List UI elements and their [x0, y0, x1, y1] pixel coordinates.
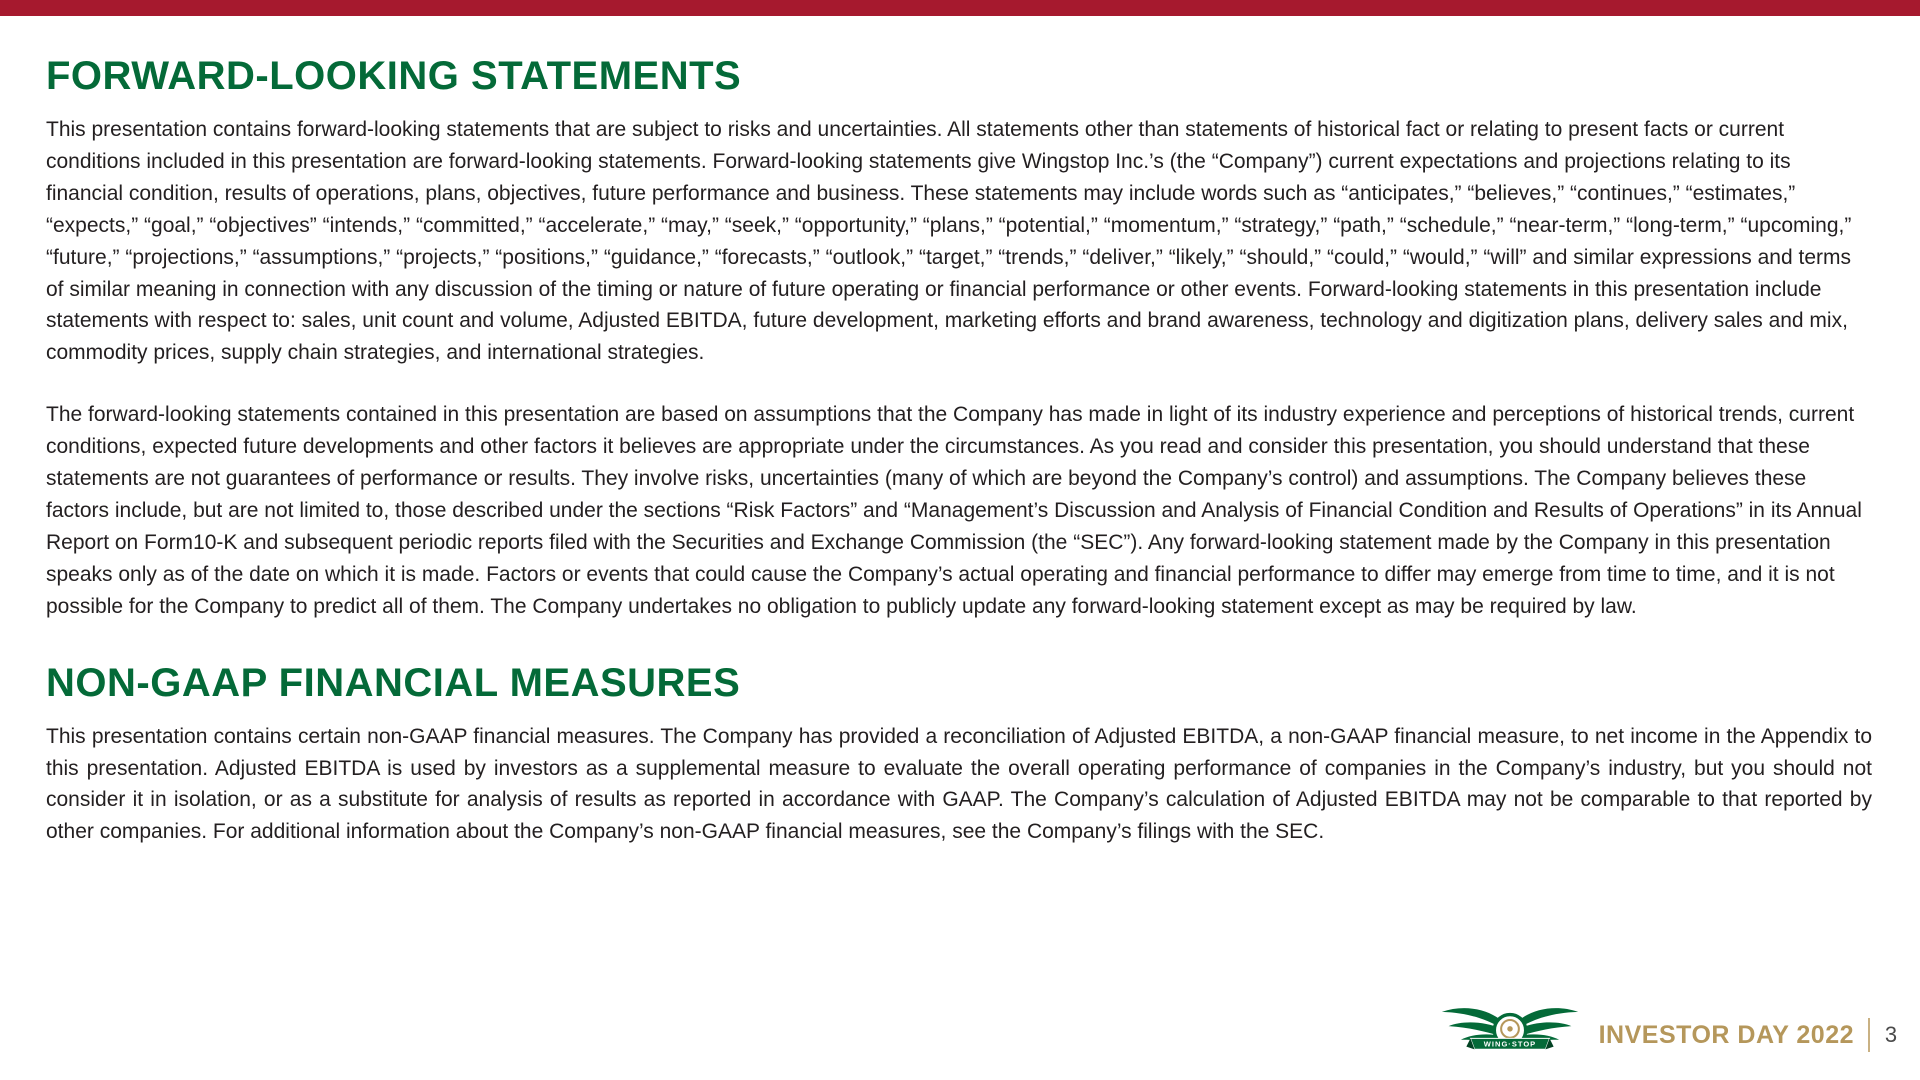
footer-divider — [1868, 1018, 1870, 1052]
section-title-non-gaap: NON-GAAP FINANCIAL MEASURES — [46, 660, 741, 705]
paragraph-forward-looking-1: This presentation contains forward-looking statements that are subject to risks and uncertainties. All statements other than statements of historical fact or relating to present facts or current conditions included in this presentation are forward-looking statements. Forward-looking statements give Wingstop Inc.’s (the “Company”) current expectations and projections relating to its financial condition, results of operations, plans, objectives, future performance and business. These statements may include words such as “anticipates,” “believes,” “continues,” “estimates,” “expects,” “goal,” “objectives” “intends,” “committed,” “accelerate,” “may,” “seek,” “opportunity,” “plans,” “potential,” “momentum,” “strategy,” “path,” “schedule,” “near-term,” “long-term,” “upcoming,” “future,” “projections,” “assumptions,” “projects,” “positions,” “guidance,” “forecasts,” “outlook,” “target,” “trends,” “deliver,” “likely,” “should,” “could,” “would,” “will” and similar expressions and terms of similar meaning in connection with any discussion of the timing or nature of future operating or financial performance or other events. Forward-looking statements in this presentation include statements with respect to: sales, unit count and volume, Adjusted EBITDA, future development, marketing efforts and brand awareness, technology and digitization plans, delivery sales and mix, commodity prices, supply chain strategies, and international strategies. — [46, 118, 1852, 365]
slide-content — [0, 16, 1920, 848]
paragraph-forward-looking-2: The forward-looking statements contained in this presentation are based on assumptions that the Company has made in light of its industry experience and perceptions of historical trends, current conditions, expected future developments and other factors it believes are appropriate under the circumstances. As you read and consider this presentation, you should understand that these statements are not guarantees of performance or results. They involve risks, uncertainties (many of which are beyond the Company’s control) and assumptions. The Company believes these factors include, but are not limited to, those described under the sections “Risk Factors” and “Management’s Discussion and Analysis of Financial Condition and Results of Operations” in its Annual Report on Form10-K and subsequent periodic reports filed with the Securities and Exchange Commission (the “SEC”). Any forward-looking statement made by the Company in this presentation speaks only as of the date on which it is made. Factors or events that could cause the Company’s actual operating and financial performance to differ may emerge from time to time, and it is not possible for the Company to predict all of them. The Company undertakes no obligation to publicly update any forward-looking statement except as may be required by law. — [46, 403, 1862, 618]
top-accent-bar — [0, 0, 1920, 16]
slide-footer — [1435, 1004, 1898, 1066]
wingstop-logo-banner-text: WING·STOP — [1483, 1039, 1536, 1049]
wingstop-logo-icon — [1435, 1004, 1585, 1066]
section-non-gaap — [46, 661, 1872, 849]
event-label: INVESTOR DAY 2022 — [1598, 1020, 1854, 1049]
paragraph-non-gaap-1: This presentation contains certain non-GAAP financial measures. The Company has provided a reconciliation of Adjusted EBITDA, a non-GAAP financial measure, to net income in the Appendix to this presentation. Adjusted EBITDA is used by investors as a supplemental measure to evaluate the overall operating performance of companies in the Company’s industry, but you should not consider it in isolation, or as a substitute for analysis of results as reported in accordance with GAAP. The Company’s calculation of Adjusted EBITDA may not be comparable to that reported by other companies. For additional information about the Company’s non-GAAP financial measures, see the Company’s filings with the SEC. — [46, 724, 1872, 844]
section-forward-looking-statements — [46, 54, 1872, 623]
page-number: 3 — [1884, 1022, 1898, 1047]
section-title-forward-looking: FORWARD-LOOKING STATEMENTS — [46, 54, 742, 98]
